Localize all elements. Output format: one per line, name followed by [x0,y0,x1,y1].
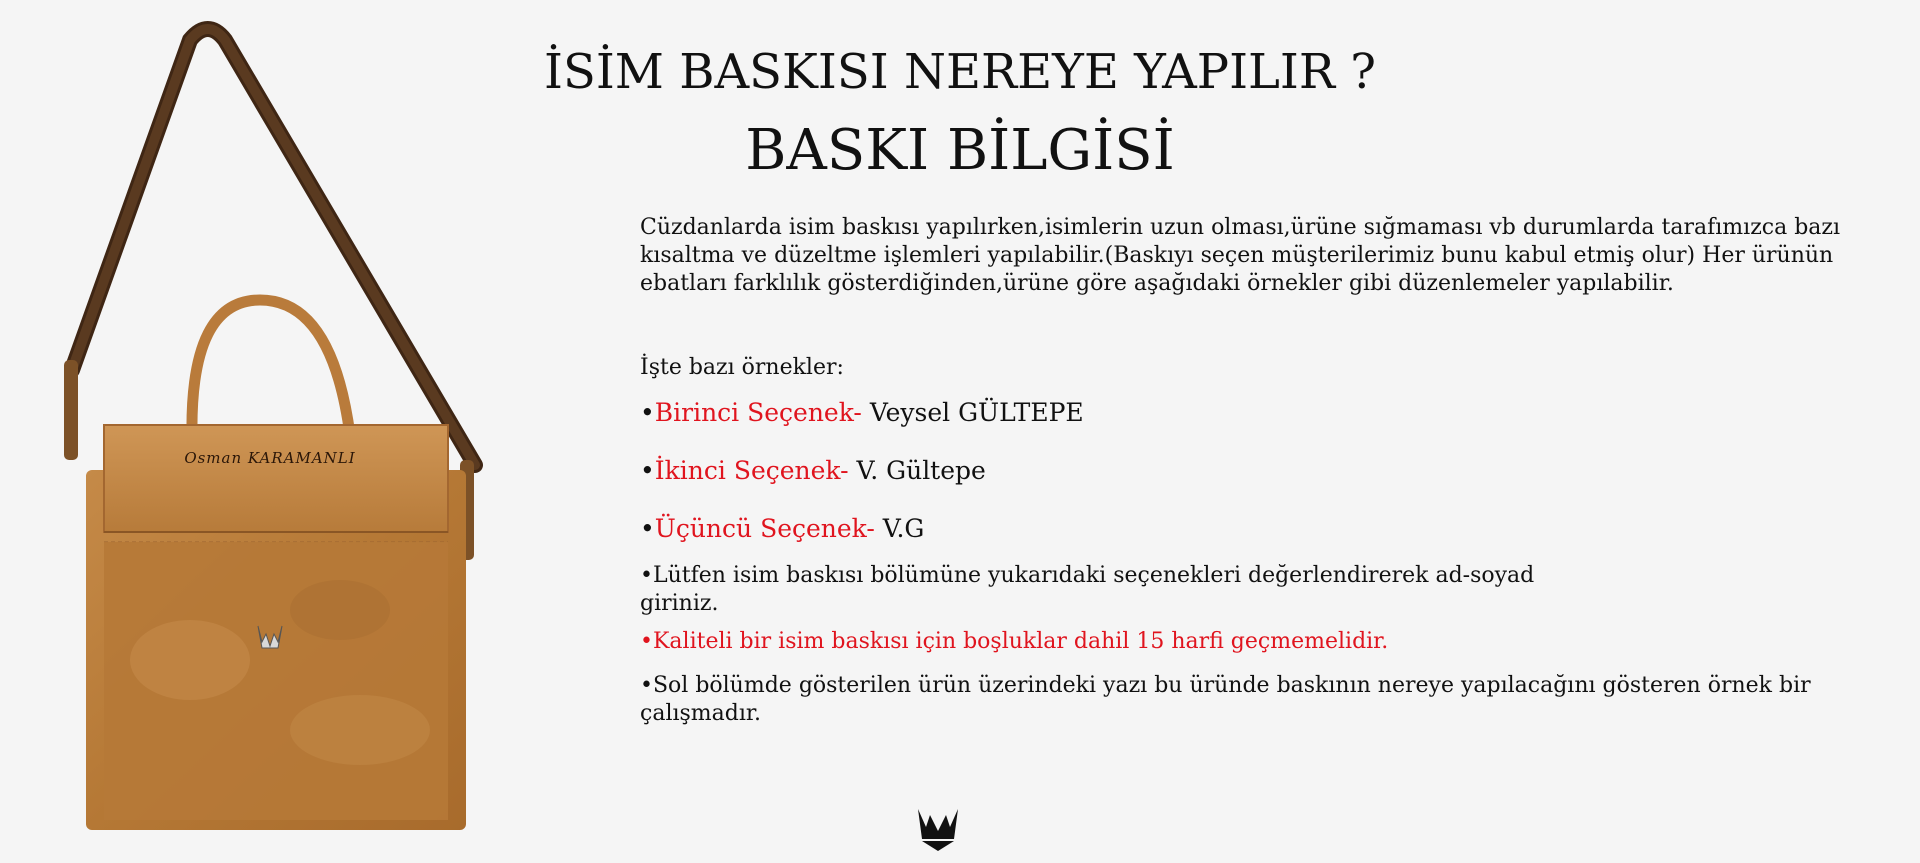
page-subtitle: BASKI BİLGİSİ [745,118,1175,183]
leather-bag-illustration [40,10,520,840]
option-third-label: Üçüncü Seçenek- [654,514,875,543]
option-first-label: Birinci Seçenek- [654,398,862,427]
option-first: •Birinci Seçenek- Veysel GÜLTEPE [640,398,1084,427]
trident-logo-icon [916,805,960,853]
intro-paragraph: Cüzdanlarda isim baskısı yapılırken,isimlerin uzun olması,ürüne sığmaması vb durumlarda tarafımızca bazı kısaltma ve düzeltme işlemleri yapılabilir.(Baskıyı seçen müşterilerimiz bunu kabul etmiş olur) Her ürünün ebatları farklılık gösterdiğinden,ürüne göre aşağıdaki örnekler gibi düzenlemeler yapılabilir. [640,215,1841,296]
option-third-value: V.G [874,514,925,543]
page-title: İSİM BASKISI NEREYE YAPILIR ? [543,44,1376,100]
product-image [40,10,520,840]
option-second: •İkinci Seçenek- V. Gültepe [640,456,986,485]
option-second-label: İkinci Seçenek- [654,456,849,485]
option-third: •Üçüncü Seçenek- V.G [640,514,925,543]
option-second-value: V. Gültepe [848,456,986,485]
option-first-value: Veysel GÜLTEPE [861,398,1084,427]
note-character-limit: •Kaliteli bir isim baskısı için boşluklar dahil 15 harfi geçmemelidir. [640,629,1389,654]
bag-engraving-text: Osman KARAMANLI [184,449,356,467]
note-sample-location: •Sol bölümde gösterilen ürün üzerindeki yazı bu üründe baskının nereye yapılacağını gösteren örnek bir çalışmadır. [640,673,1811,726]
note-enter-name: •Lütfen isim baskısı bölümüne yukarıdaki seçenekleri değerlendirerek ad-soyad giriniz. [640,563,1535,616]
examples-title: İşte bazı örnekler: [640,355,844,380]
